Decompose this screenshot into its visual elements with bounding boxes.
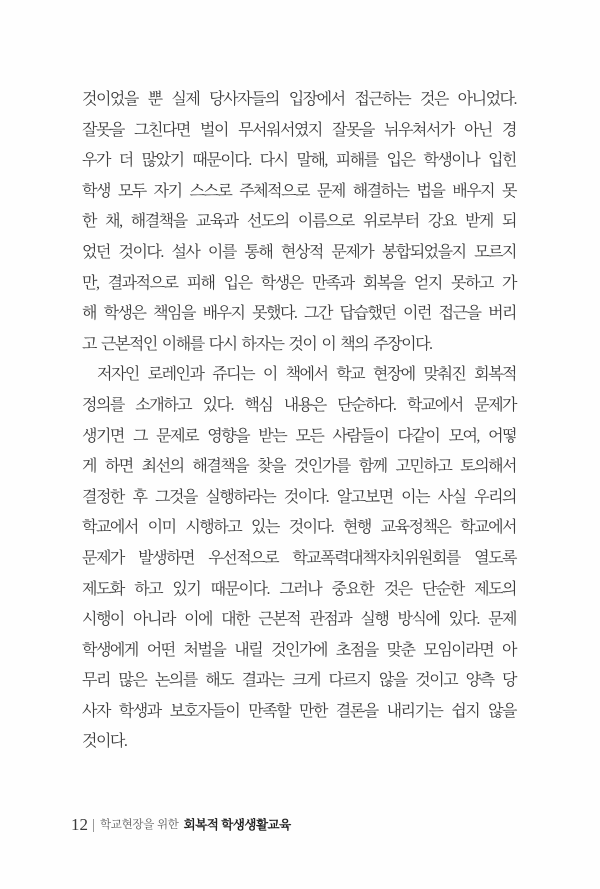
text-line: 정의를 소개하고 있다. 핵심 내용은 단순하다. 학교에서 문제가 <box>82 396 516 414</box>
book-title: 회복적 학생생활교육 <box>183 818 291 832</box>
book-series-label: 학교현장을 위한 <box>100 819 179 831</box>
text-line-paragraph-end: 고 근본적인 이해를 다시 하자는 것이 이 책의 주장이다. <box>82 335 432 353</box>
text-line: 사자 학생과 보호자들이 만족할 만한 결론을 내리기는 쉽지 않을 <box>82 702 516 720</box>
text-line-paragraph-end: 것이다. <box>82 733 127 751</box>
footer-divider <box>93 819 94 832</box>
text-line: 학교에서 이미 시행하고 있는 것이다. 현행 교육정책은 학교에서 <box>82 519 516 537</box>
text-line: 제도화 하고 있기 때문이다. 그러나 중요한 것은 단순한 제도의 <box>82 580 516 598</box>
text-line: 학생 모두 자기 스스로 주체적으로 문제 해결하는 법을 배우지 못 <box>82 182 516 200</box>
text-line: 만, 결과적으로 피해 입은 학생은 만족과 회복을 얻지 못하고 가 <box>82 274 516 292</box>
body-text <box>82 85 516 758</box>
text-line: 해 학생은 책임을 배우지 못했다. 그간 답습했던 이런 접근을 버리 <box>82 305 516 323</box>
text-line: 잘못을 그친다면 벌이 무서워서였지 잘못을 뉘우쳐서가 아닌 경 <box>82 121 516 139</box>
text-line: 무리 많은 논의를 해도 결과는 크게 다르지 않을 것이고 양측 당 <box>82 672 516 690</box>
text-line: 한 채, 해결책을 교육과 선도의 이름으로 위로부터 강요 받게 되 <box>82 213 516 231</box>
text-line: 문제가 발생하면 우선적으로 학교폭력대책자치위원회를 열도록 <box>82 549 516 567</box>
text-line: 학생에게 어떤 처벌을 내릴 것인가에 초점을 맞춘 모임이라면 아 <box>82 641 516 659</box>
page-number: 12 <box>71 815 88 834</box>
text-line-paragraph-start: 저자인 로레인과 쥬디는 이 책에서 학교 현장에 맞춰진 회복적 <box>97 366 516 384</box>
page-footer <box>71 815 291 835</box>
text-line: 결정한 후 그것을 실행하라는 것이다. 알고보면 이는 사실 우리의 <box>82 488 516 506</box>
text-line: 것이었을 뿐 실제 당사자들의 입장에서 접근하는 것은 아니었다. <box>82 91 516 108</box>
text-line: 었던 것이다. 설사 이를 통해 현상적 문제가 봉합되었을지 모르지 <box>82 243 516 261</box>
text-line: 시행이 아니라 이에 대한 근본적 관점과 실행 방식에 있다. 문제 <box>82 611 516 629</box>
text-line: 게 하면 최선의 해결책을 찾을 것인가를 함께 고민하고 토의해서 <box>82 458 516 476</box>
text-line: 생기면 그 문제로 영향을 받는 모든 사람들이 다같이 모여, 어떻 <box>82 427 516 445</box>
text-line: 우가 더 많았기 때문이다. 다시 말해, 피해를 입은 학생이나 입힌 <box>82 152 516 170</box>
